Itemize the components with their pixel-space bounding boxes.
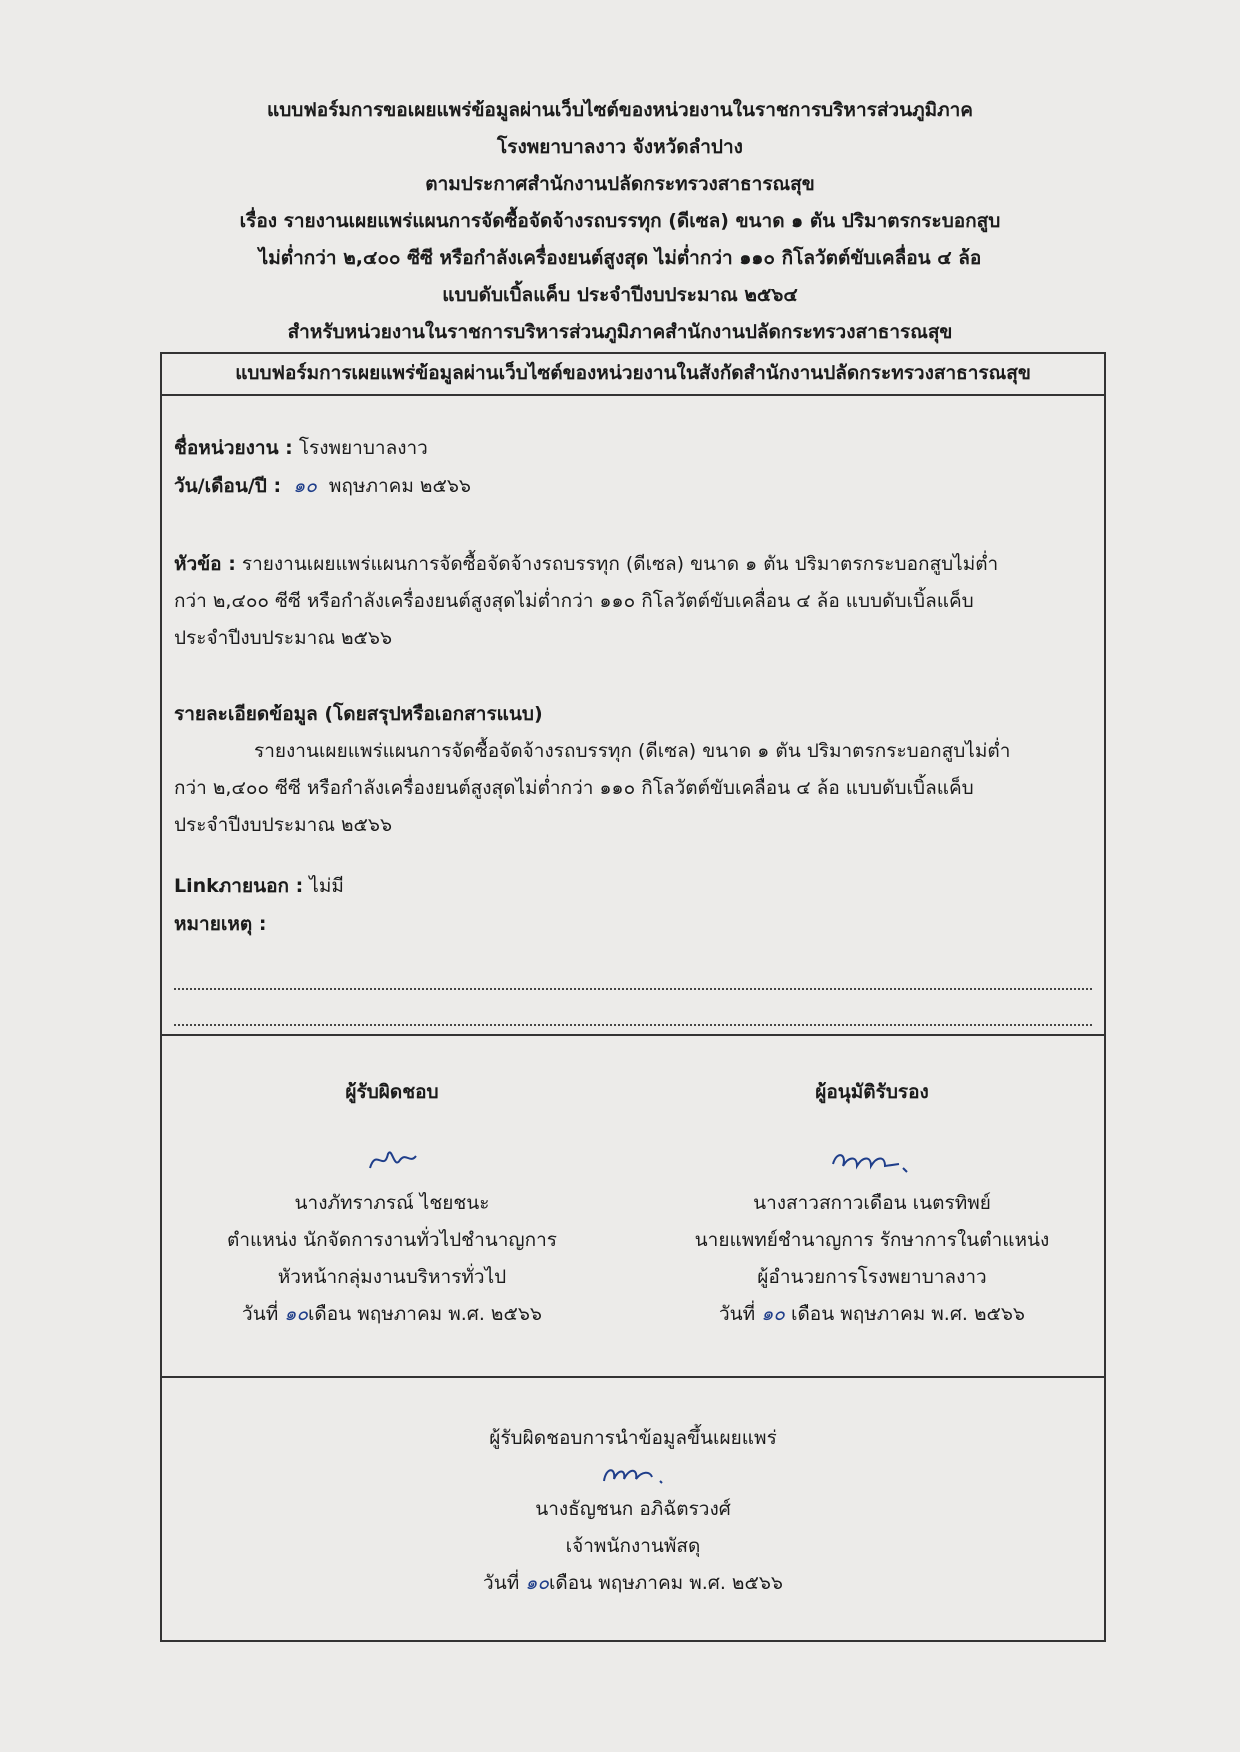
detail-line-1: รายงานเผยแพร่แผนการจัดซื้อจัดจ้างรถบรรทุก (ดีเซล) ขนาด ๑ ตัน ปริมาตรกระบอกสูบไม่ต่ำ xyxy=(254,740,1011,762)
responsible-position-2: หัวหน้ากลุ่มงานบริหารทั่วไป xyxy=(277,1266,507,1288)
section-divider-1 xyxy=(162,1034,1104,1036)
header-line-7: สำหรับหน่วยงานในราชการบริหารส่วนภูมิภาคสำนักงานปลัดกระทรวงสาธารณสุข xyxy=(287,321,953,343)
date-day-handwritten: ๑๐ xyxy=(293,475,317,497)
header-line-4: เรื่อง รายงานเผยแพร่แผนการจัดซื้อจัดจ้างรถบรรทุก (ดีเซล) ขนาด ๑ ตัน ปริมาตรกระบอกสูบ xyxy=(239,210,1001,232)
header-line-1: แบบฟอร์มการขอเผยแพร่ข้อมูลผ่านเว็บไซต์ของหน่วยงานในราชการบริหารส่วนภูมิภาค xyxy=(266,99,974,121)
subject-block xyxy=(174,546,1080,657)
remark-dotted-line-2 xyxy=(174,1024,1092,1026)
detail-block xyxy=(174,696,1080,844)
publisher-position: เจ้าพนักงานพัสดุ xyxy=(565,1535,701,1557)
publisher-name: นางธัญชนก อภิฉัตรวงศ์ xyxy=(535,1498,731,1520)
agency-row xyxy=(174,430,1080,467)
header-line-3: ตามประกาศสำนักงานปลัดกระทรวงสาธารณสุข xyxy=(425,173,815,195)
responsible-date-day-handwritten: ๑๐ xyxy=(284,1303,308,1325)
remark-label: หมายเหตุ : xyxy=(174,913,267,935)
responsible-name: นางภัทราภรณ์ ไชยชนะ xyxy=(294,1192,490,1214)
signature-approver xyxy=(662,1074,1082,1333)
header-line-2: โรงพยาบาลงาว จังหวัดลำปาง xyxy=(497,136,743,158)
detail-label: รายละเอียดข้อมูล (โดยสรุปหรือเอกสารแนบ) xyxy=(174,703,543,725)
agency-label: ชื่อหน่วยงาน : xyxy=(174,437,293,459)
responsible-position-1: ตำแหน่ง นักจัดการงานทั่วไปชำนาญการ xyxy=(227,1229,557,1251)
responsible-date-prefix: วันที่ xyxy=(242,1303,279,1325)
detail-line-2: กว่า ๒,๔๐๐ ซีซี หรือกำลังเครื่องยนต์สูงสุดไม่ต่ำกว่า ๑๑๐ กิโลวัตต์ขับเคลื่อน ๔ ล้อ แบบดับเบิ้ลแค็บ xyxy=(174,777,974,799)
responsible-date-rest: เดือน พฤษภาคม พ.ศ. ๒๕๖๖ xyxy=(307,1303,542,1325)
remark-dotted-line-1 xyxy=(174,988,1092,990)
approver-position-2: ผู้อำนวยการโรงพยาบาลงาว xyxy=(757,1266,987,1288)
subject-label: หัวข้อ : xyxy=(174,553,236,575)
link-label: Linkภายนอก : xyxy=(174,875,304,897)
section-divider-2 xyxy=(162,1376,1104,1378)
publisher-date xyxy=(162,1565,1104,1602)
approver-date-rest: เดือน พฤษภาคม พ.ศ. ๒๕๖๖ xyxy=(784,1303,1025,1325)
date-rest: พฤษภาคม ๒๕๖๖ xyxy=(328,475,471,497)
signature-scribble-publisher xyxy=(162,1457,1104,1491)
signature-publisher xyxy=(162,1420,1104,1602)
publisher-date-rest: เดือน พฤษภาคม พ.ศ. ๒๕๖๖ xyxy=(548,1572,783,1594)
publisher-date-prefix: วันที่ xyxy=(483,1572,520,1594)
detail-line-3: ประจำปีงบประมาณ ๒๕๖๖ xyxy=(174,814,393,836)
header-line-5: ไม่ต่ำกว่า ๒,๔๐๐ ซีซี หรือกำลังเครื่องยนต์สูงสุด ไม่ต่ำกว่า ๑๑๐ กิโลวัตต์ขับเคลื่อน ๔ ล้อ xyxy=(258,247,982,269)
date-label: วัน/เดือน/ปี : xyxy=(174,475,282,497)
header-line-6: แบบดับเบิ้ลแค็บ ประจำปีงบประมาณ ๒๕๖๔ xyxy=(442,284,798,306)
approver-role: ผู้อนุมัติรับรอง xyxy=(815,1081,929,1103)
signature-scribble-left xyxy=(182,1135,602,1185)
link-value: ไม่มี xyxy=(309,875,344,897)
publisher-date-day-handwritten: ๑๐ xyxy=(525,1572,549,1594)
subject-line-3: ประจำปีงบประมาณ ๒๕๖๖ xyxy=(174,627,393,649)
responsible-role: ผู้รับผิดชอบ xyxy=(345,1081,439,1103)
remark-row xyxy=(174,906,1080,943)
approver-name: นางสาวสกาวเดือน เนตรทิพย์ xyxy=(753,1192,991,1214)
subject-line-1: รายงานเผยแพร่แผนการจัดซื้อจัดจ้างรถบรรทุก (ดีเซล) ขนาด ๑ ตัน ปริมาตรกระบอกสูบไม่ต่ำ xyxy=(241,553,999,575)
approver-position-1: นายแพทย์ชำนาญการ รักษาการในตำแหน่ง xyxy=(694,1229,1050,1251)
subject-line-2: กว่า ๒,๔๐๐ ซีซี หรือกำลังเครื่องยนต์สูงสุดไม่ต่ำกว่า ๑๑๐ กิโลวัตต์ขับเคลื่อน ๔ ล้อ แบบดับเบิ้ลแค็บ xyxy=(174,590,974,612)
responsible-date xyxy=(182,1296,602,1333)
link-row xyxy=(174,868,1080,905)
publisher-role: ผู้รับผิดชอบการนำข้อมูลขึ้นเผยแพร่ xyxy=(489,1427,777,1449)
form-title: แบบฟอร์มการเผยแพร่ข้อมูลผ่านเว็บไซต์ของหน่วยงานในสังกัดสำนักงานปลัดกระทรวงสาธารณสุข xyxy=(162,354,1104,396)
approver-date-prefix: วันที่ xyxy=(719,1303,756,1325)
form-box xyxy=(160,352,1106,1642)
signature-scribble-right xyxy=(662,1135,1082,1185)
approver-date-day-handwritten: ๑๐ xyxy=(761,1303,785,1325)
document-header xyxy=(150,92,1090,351)
date-row xyxy=(174,468,1080,505)
approver-date xyxy=(662,1296,1082,1333)
agency-value: โรงพยาบาลงาว xyxy=(298,437,428,459)
signature-responsible xyxy=(182,1074,602,1333)
